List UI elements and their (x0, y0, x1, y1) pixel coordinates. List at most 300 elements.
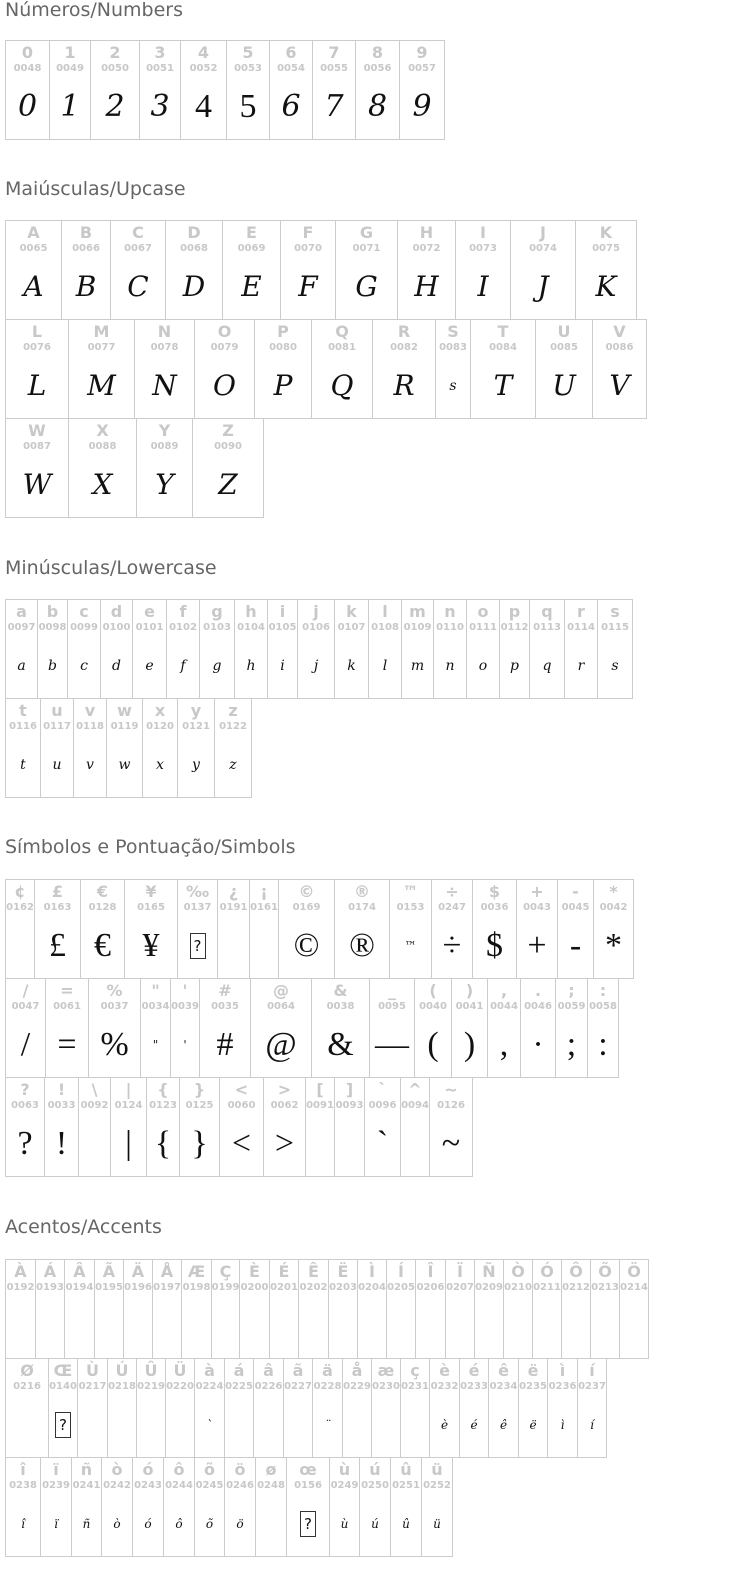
glyph-cell-0034 (140, 978, 171, 1078)
character-label: æ (377, 1361, 395, 1380)
glyph-sample (153, 1013, 159, 1077)
glyph-sample (442, 1112, 460, 1176)
glyph-row (5, 978, 634, 1078)
glyph-cell-0100 (100, 599, 133, 699)
character-label: E (246, 223, 257, 242)
character-label: % (106, 981, 123, 1000)
character-code: 0033 (47, 1100, 76, 1111)
glyph-char: = (57, 1026, 77, 1063)
character-label: " (151, 981, 160, 1000)
glyph-row (5, 220, 647, 320)
character-label: Z (222, 421, 234, 440)
glyph-char: ê (499, 1418, 508, 1432)
glyph-sample (183, 1013, 186, 1077)
glyph-char: w (118, 757, 131, 773)
glyph-char: 5 (239, 88, 257, 125)
glyph-char: € (94, 927, 111, 964)
character-label: L (31, 322, 43, 341)
character-code: 0093 (335, 1100, 364, 1111)
character-code: 0060 (227, 1100, 256, 1111)
glyph-cell-0041 (451, 978, 488, 1078)
character-label: p (508, 602, 521, 621)
character-label: ‰ (185, 882, 210, 901)
character-label: : (599, 981, 607, 1000)
glyph-cell-0080 (254, 319, 312, 419)
glyph-sample (155, 453, 173, 517)
character-label: k (346, 602, 357, 621)
glyph-sample (241, 255, 261, 319)
character-code: 0092 (80, 1100, 109, 1111)
character-code: 0071 (352, 243, 381, 254)
glyph-sample (195, 75, 212, 139)
character-code: 0084 (489, 342, 517, 353)
character-label: m (409, 602, 426, 621)
character-code: 0042 (599, 902, 628, 913)
glyph-char: : (598, 1026, 608, 1063)
glyph-sample (371, 1492, 379, 1556)
character-code: 0203 (329, 1282, 357, 1293)
glyph-char: U (552, 369, 576, 402)
character-label: G (359, 223, 374, 242)
missing-glyph-box: ? (300, 1511, 316, 1537)
glyph-cell-0242 (101, 1457, 133, 1557)
glyph-char: f (180, 658, 186, 674)
character-label: ] (345, 1080, 354, 1099)
glyph-cell-0198 (181, 1259, 212, 1359)
character-label: C (132, 223, 144, 242)
character-label: è (439, 1361, 450, 1380)
glyph-cell-0196 (123, 1259, 153, 1359)
character-code: 0057 (408, 63, 436, 74)
glyph-char: + (527, 927, 547, 964)
character-label: 3 (154, 43, 166, 62)
glyph-cell-0230 (371, 1358, 401, 1458)
glyph-cell-0051 (139, 40, 181, 140)
character-label: a (16, 602, 27, 621)
glyph-cell-0249 (329, 1457, 360, 1557)
glyph-cell-0241 (71, 1457, 102, 1557)
character-code: 0236 (548, 1381, 577, 1392)
glyph-sample (470, 1393, 477, 1457)
glyph-sample (347, 634, 355, 698)
character-label: g (211, 602, 223, 621)
glyph-cell-0113 (529, 599, 565, 699)
glyph-sample (375, 1013, 409, 1077)
character-code: 0086 (605, 342, 634, 353)
glyph-cell-0059 (555, 978, 588, 1078)
glyph-sample (127, 255, 148, 319)
glyph-sample (105, 75, 124, 139)
glyph-char: g (212, 658, 222, 674)
glyph-cell-0205 (386, 1259, 416, 1359)
glyph-char: , (499, 1026, 509, 1063)
glyph-row (5, 698, 633, 798)
character-code: 0205 (387, 1282, 415, 1293)
glyph-cell-0244 (163, 1457, 195, 1557)
glyph-char: F (298, 270, 318, 303)
character-label: Î (427, 1262, 434, 1281)
glyph-char: ™ (404, 939, 417, 953)
character-label: Ï (457, 1262, 463, 1281)
character-code: 0243 (134, 1480, 162, 1491)
character-label: w (117, 701, 132, 720)
glyph-char: E (241, 270, 262, 303)
glyph-char: P (273, 369, 293, 402)
glyph-cell-0111 (466, 599, 500, 699)
glyph-cell-0227 (283, 1358, 313, 1458)
glyph-cell-0043 (516, 879, 558, 979)
character-code: 0070 (294, 243, 322, 254)
glyph-sample (427, 1013, 438, 1077)
character-label: 8 (371, 43, 384, 62)
character-label: Á (43, 1262, 57, 1281)
character-label: Å (160, 1262, 174, 1281)
glyph-sample (331, 354, 354, 418)
glyph-char: ~ (441, 1125, 461, 1162)
character-label: \ (91, 1080, 98, 1099)
glyph-sample (83, 1492, 91, 1556)
glyph-cell-0228 (312, 1358, 343, 1458)
glyph-cell-0066 (61, 220, 111, 320)
glyph-sample (100, 1013, 128, 1077)
character-label: d (110, 602, 123, 621)
character-code: 0109 (403, 622, 432, 633)
glyph-sample (213, 354, 236, 418)
character-code: 0194 (65, 1282, 94, 1293)
glyph-sample (80, 634, 88, 698)
character-code: 0210 (504, 1282, 532, 1293)
glyph-sample (377, 1112, 388, 1176)
glyph-char: é (470, 1418, 478, 1432)
character-label: t (19, 701, 27, 720)
glyph-cell-0191 (217, 879, 250, 979)
character-label: õ (204, 1460, 215, 1479)
character-code: 0228 (313, 1381, 342, 1392)
character-label: l (382, 602, 388, 621)
character-code: 0219 (137, 1381, 165, 1392)
glyph-sample (275, 1112, 294, 1176)
glyph-cell-0128 (80, 879, 125, 979)
glyph-cell-0153 (389, 879, 432, 979)
glyph-char: b (48, 658, 57, 674)
glyph-sample (86, 733, 94, 797)
glyph-char: & (327, 1026, 354, 1063)
glyph-cell-0169 (278, 879, 335, 979)
character-code: 0230 (372, 1381, 400, 1392)
character-code: 0081 (328, 342, 356, 353)
glyph-cell-0035 (199, 978, 251, 1078)
character-label: H (419, 223, 434, 242)
character-code: 0101 (135, 622, 164, 633)
glyph-cell-0210 (503, 1259, 533, 1359)
character-label: R (397, 322, 411, 341)
character-label: ¡ (260, 882, 268, 901)
character-code: 0091 (306, 1100, 334, 1111)
character-code: 0197 (153, 1282, 181, 1293)
glyph-cell-0087 (5, 418, 69, 518)
glyph-char: 0 (17, 89, 38, 124)
glyph-sample (570, 914, 581, 978)
character-code: 0227 (284, 1381, 312, 1392)
character-code: 0225 (225, 1381, 253, 1392)
glyph-sample (324, 75, 343, 139)
character-code: 0120 (146, 721, 174, 732)
glyph-cell-0214 (619, 1259, 649, 1359)
glyph-cell-0068 (165, 220, 223, 320)
glyph-char: c (80, 658, 88, 674)
glyph-cell-0225 (224, 1358, 254, 1458)
glyph-char: õ (205, 1517, 214, 1531)
glyph-sample (246, 634, 255, 698)
character-code: 0252 (423, 1480, 451, 1491)
glyph-cell-0069 (222, 220, 281, 320)
character-label: ^ (408, 1080, 422, 1099)
glyph-char: * (605, 927, 622, 964)
character-label: Q (335, 322, 349, 341)
glyph-char: 7 (324, 89, 344, 124)
glyph-char: X (92, 468, 113, 501)
glyph-sample (281, 75, 300, 139)
glyph-sample (325, 1393, 331, 1457)
character-code: 0232 (430, 1381, 459, 1392)
glyph-char: í (590, 1418, 594, 1432)
character-code: 0247 (438, 902, 466, 913)
glyph-char: } (191, 1125, 208, 1162)
character-code: 0245 (195, 1480, 224, 1491)
glyph-cell-0211 (532, 1259, 562, 1359)
glyph-sample (294, 914, 320, 978)
glyph-char: © (293, 927, 320, 964)
glyph-cell-0053 (226, 40, 270, 140)
character-label: ø (265, 1460, 277, 1479)
character-code: 0110 (436, 622, 464, 633)
glyph-char: r (577, 658, 585, 674)
glyph-sample (464, 1013, 475, 1077)
glyph-cell-0062 (263, 1077, 306, 1177)
glyph-char: ë (529, 1418, 537, 1432)
character-code: 0226 (254, 1381, 283, 1392)
glyph-row (5, 879, 634, 979)
character-code: 0209 (475, 1282, 503, 1293)
character-code: 0051 (146, 63, 174, 74)
character-label: € (96, 882, 109, 901)
glyph-char: # (216, 1026, 234, 1063)
character-code: 0246 (226, 1480, 254, 1491)
character-code: 0220 (166, 1381, 194, 1392)
glyph-char: W (22, 468, 52, 501)
glyph-cell-0217 (77, 1358, 108, 1458)
character-label: e (144, 602, 155, 621)
glyph-sample (119, 733, 131, 797)
glyph-char: ¨ (324, 1418, 331, 1432)
character-label: û (400, 1460, 412, 1479)
glyph-row (5, 1457, 649, 1557)
glyph-char: y (192, 757, 200, 773)
character-code: 0080 (269, 342, 297, 353)
character-code: 0035 (211, 1001, 239, 1012)
glyph-char: s (449, 378, 457, 394)
character-label: ™ (402, 882, 419, 901)
character-code: 0077 (87, 342, 116, 353)
character-label: ç (410, 1361, 420, 1380)
character-label: ÷ (445, 882, 459, 901)
glyph-char: @ (265, 1026, 297, 1063)
character-label: Ì (369, 1262, 375, 1281)
character-label: å (351, 1361, 363, 1380)
character-code: 0103 (203, 622, 231, 633)
glyph-cell-0104 (234, 599, 268, 699)
character-label: Ù (86, 1361, 99, 1380)
glyph-cell-0121 (177, 698, 215, 798)
character-code: 0244 (165, 1480, 193, 1491)
glyph-grid (5, 599, 633, 798)
character-label: V (613, 322, 626, 341)
glyph-cell-0048 (5, 40, 50, 140)
glyph-cell-0212 (561, 1259, 591, 1359)
character-label: é (468, 1361, 480, 1380)
character-label: Ö (627, 1262, 641, 1281)
glyph-cell-0083 (435, 319, 471, 419)
section-title: Acentos/Accents (5, 1216, 162, 1238)
character-label: P (277, 322, 289, 341)
character-label: < (234, 1080, 249, 1099)
glyph-cell-0162 (5, 879, 35, 979)
character-label: ' (182, 981, 188, 1000)
character-label: U (557, 322, 571, 341)
character-code: 0191 (219, 902, 248, 913)
glyph-cell-0156 (286, 1457, 330, 1557)
character-label: D (187, 223, 201, 242)
glyph-cell-0220 (165, 1358, 195, 1458)
character-code: 0174 (348, 902, 376, 913)
character-label: ü (431, 1460, 443, 1479)
glyph-cell-0216 (5, 1358, 49, 1458)
glyph-cell-0055 (312, 40, 356, 140)
glyph-cell-0093 (334, 1077, 365, 1177)
character-label: É (278, 1262, 290, 1281)
character-code: 0088 (88, 441, 117, 452)
glyph-cell-0088 (68, 418, 137, 518)
character-label: . (534, 981, 542, 1000)
glyph-cell-0070 (280, 220, 336, 320)
glyph-sample (298, 255, 317, 319)
character-code: 0114 (567, 622, 595, 633)
section-title: Números/Numbers (5, 0, 183, 21)
character-label: O (217, 322, 232, 341)
character-code: 0036 (480, 902, 509, 913)
character-label: { (157, 1080, 169, 1099)
glyph-cell-0107 (334, 599, 369, 699)
glyph-cell-0090 (192, 418, 264, 518)
glyph-sample (180, 634, 185, 698)
character-label: ; (568, 981, 575, 1000)
glyph-char: A (23, 270, 44, 303)
character-label: Œ (53, 1361, 73, 1380)
glyph-sample (609, 354, 629, 418)
glyph-cell-0067 (110, 220, 166, 320)
glyph-cell-0101 (132, 599, 167, 699)
glyph-sample (532, 1013, 543, 1077)
glyph-cell-0095 (369, 978, 415, 1078)
character-code: 0111 (469, 622, 497, 633)
glyph-cell-0201 (269, 1259, 299, 1359)
glyph-cell-0057 (399, 40, 445, 140)
character-code: 0064 (267, 1001, 295, 1012)
glyph-sample (537, 255, 548, 319)
glyph-cell-0084 (470, 319, 536, 419)
glyph-char: L (27, 369, 47, 402)
glyph-cell-0229 (342, 1358, 372, 1458)
character-code: 0066 (72, 243, 100, 254)
glyph-char: — (375, 1026, 409, 1063)
character-label: S (447, 322, 459, 341)
character-label: M (93, 322, 110, 341)
character-code: 0048 (13, 63, 42, 74)
glyph-char: ú (371, 1517, 379, 1531)
character-code: 0115 (601, 622, 629, 633)
glyph-char: t (20, 757, 26, 773)
glyph-cell-0050 (90, 40, 140, 140)
glyph-sample (441, 1393, 448, 1457)
character-code: 0169 (292, 902, 321, 913)
character-label: â (263, 1361, 274, 1380)
glyph-cell-0163 (34, 879, 81, 979)
glyph-cell-0039 (170, 978, 200, 1078)
glyph-cell-0054 (269, 40, 313, 140)
character-code: 0083 (439, 342, 467, 353)
glyph-cell-0165 (124, 879, 178, 979)
glyph-cell-0200 (239, 1259, 270, 1359)
glyph-cell-0122 (214, 698, 252, 798)
character-code: 0061 (53, 1001, 81, 1012)
glyph-sample (529, 1393, 536, 1457)
character-label: Ø (20, 1361, 34, 1380)
glyph-char: ó (144, 1517, 152, 1531)
glyph-sample (527, 914, 546, 978)
glyph-cell-0044 (487, 978, 521, 1078)
character-code: 0100 (102, 622, 131, 633)
character-code: 0089 (150, 441, 179, 452)
character-label: Õ (598, 1262, 612, 1281)
glyph-cell-0052 (180, 40, 227, 140)
character-code: 0200 (240, 1282, 269, 1293)
glyph-cell-0194 (64, 1259, 95, 1359)
glyph-cell-0174 (334, 879, 390, 979)
glyph-cell-0064 (250, 978, 312, 1078)
glyph-sample (48, 634, 57, 698)
glyph-cell-0108 (368, 599, 402, 699)
glyph-cell-0161 (249, 879, 279, 979)
glyph-char: o (478, 658, 488, 674)
character-code: 0090 (214, 441, 242, 452)
character-label: I (480, 223, 486, 242)
glyph-cell-0234 (488, 1358, 519, 1458)
character-label: ö (234, 1460, 246, 1479)
glyph-cell-0049 (49, 40, 91, 140)
glyph-char: n (445, 658, 455, 674)
glyph-sample (433, 1492, 441, 1556)
glyph-sample (605, 914, 622, 978)
character-code: 0104 (237, 622, 265, 633)
character-label: ò (111, 1460, 123, 1479)
glyph-char: ö (236, 1517, 244, 1531)
glyph-cell-0204 (357, 1259, 387, 1359)
glyph-cell-0233 (459, 1358, 489, 1458)
glyph-sample (191, 1112, 207, 1176)
character-label: œ (299, 1460, 317, 1479)
character-code: 0069 (237, 243, 266, 254)
character-code: 0046 (524, 1001, 552, 1012)
